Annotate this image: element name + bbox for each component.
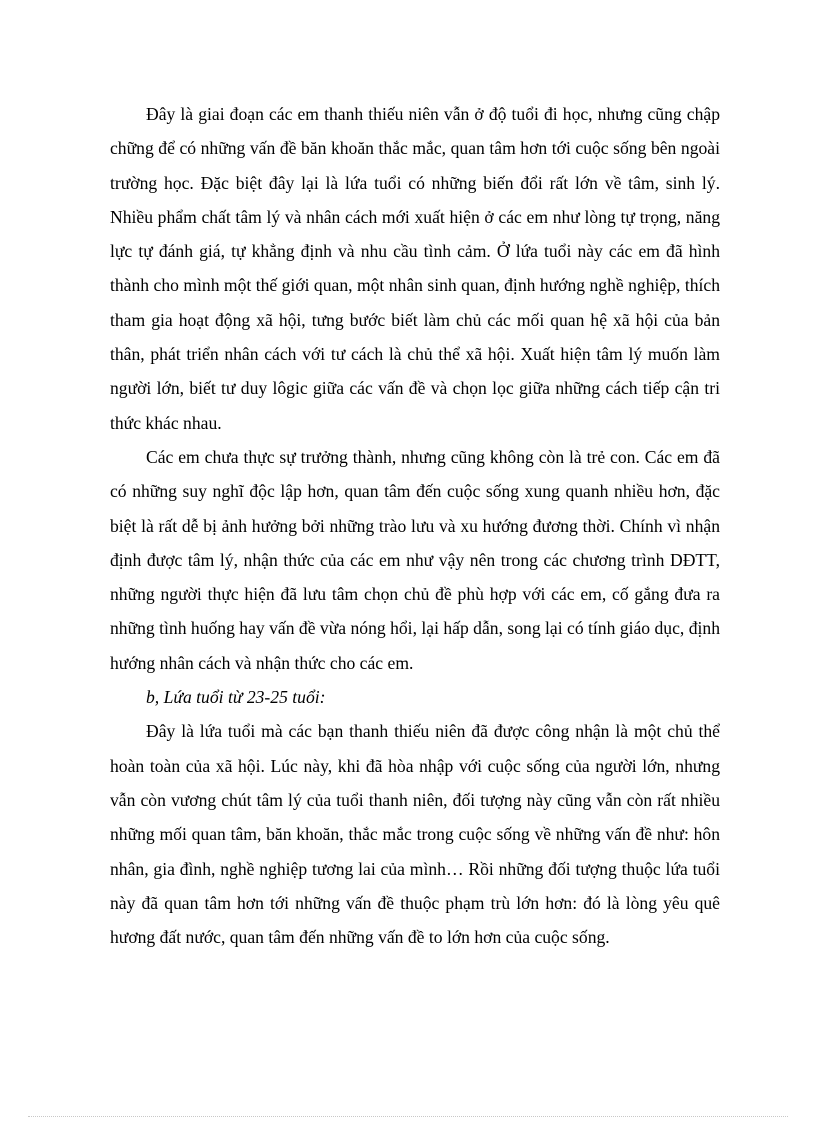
paragraph-program-approach: Các em chưa thực sự trưởng thành, nhưng cũng không còn là trẻ con. Các em đã có những suy nghĩ độc lập hơn, quan tâm đến cuộc sống xung quanh nhiều hơn, đặc biệt là rất dễ bị ảnh hưởng bởi những trào lưu và xu hướng đương thời. Chính vì nhận định được tâm lý, nhận thức của các em như vậy nên trong các chương trình DĐTT, những người thực hiện đã lưu tâm chọn chủ đề phù hợp với các em, cố gắng đưa ra những tình huống hay vấn đề vừa nóng hổi, lại hấp dẫn, song lại có tính giáo dục, định hướng nhân cách và nhận thức cho các em. <box>110 446 720 673</box>
paragraph-age-23-25: Đây là lứa tuổi mà các bạn thanh thiếu niên đã được công nhận là một chủ thể hoàn toàn của xã hội. Lúc này, khi đã hòa nhập với cuộc sống của người lớn, nhưng vẫn còn vương chút tâm lý của tuổi thanh niên, đối tượng này cũng vẫn còn rất nhiều những mối quan tâm, băn khoăn, thắc mắc trong cuộc sống về những vấn đề như: hôn nhân, gia đình, nghề nghiệp tương lai của mình… Rồi những đối tượng thuộc lứa tuổi này đã quan tâm hơn tới những vấn đề thuộc phạm trù lớn hơn: đó là lòng yêu quê hương đất nước, quan tâm đến những vấn đề to lớn hơn của cuộc sống. <box>110 721 720 948</box>
page-bottom-divider <box>28 1116 788 1117</box>
section-heading: b, Lứa tuổi từ 23-25 tuổi: <box>146 687 326 708</box>
document-body <box>110 97 720 954</box>
paragraph-adolescent-development: Đây là giai đoạn các em thanh thiếu niên vẫn ở độ tuổi đi học, nhưng cũng chập chững để có những vấn đề băn khoăn thắc mắc, quan tâm hơn tới cuộc sống bên ngoài trường học. Đặc biệt đây lại là lứa tuổi có những biến đổi rất lớn về tâm, sinh lý. Nhiều phẩm chất tâm lý và nhân cách mới xuất hiện ở các em như lòng tự trọng, năng lực tự đánh giá, tự khẳng định và nhu cầu tình cảm. Ở lứa tuổi này các em đã hình thành cho mình một thế giới quan, một nhân sinh quan, định hướng nghề nghiệp, thích tham gia hoạt động xã hội, tưng bước biết làm chủ các mối quan hệ xã hội của bản thân, phát triển nhân cách với tư cách là chủ thể xã hội. Xuất hiện tâm lý muốn làm người lớn, biết tư duy lôgic giữa các vấn đề và chọn lọc giữa những cách tiếp cận tri thức khác nhau. <box>110 104 720 433</box>
